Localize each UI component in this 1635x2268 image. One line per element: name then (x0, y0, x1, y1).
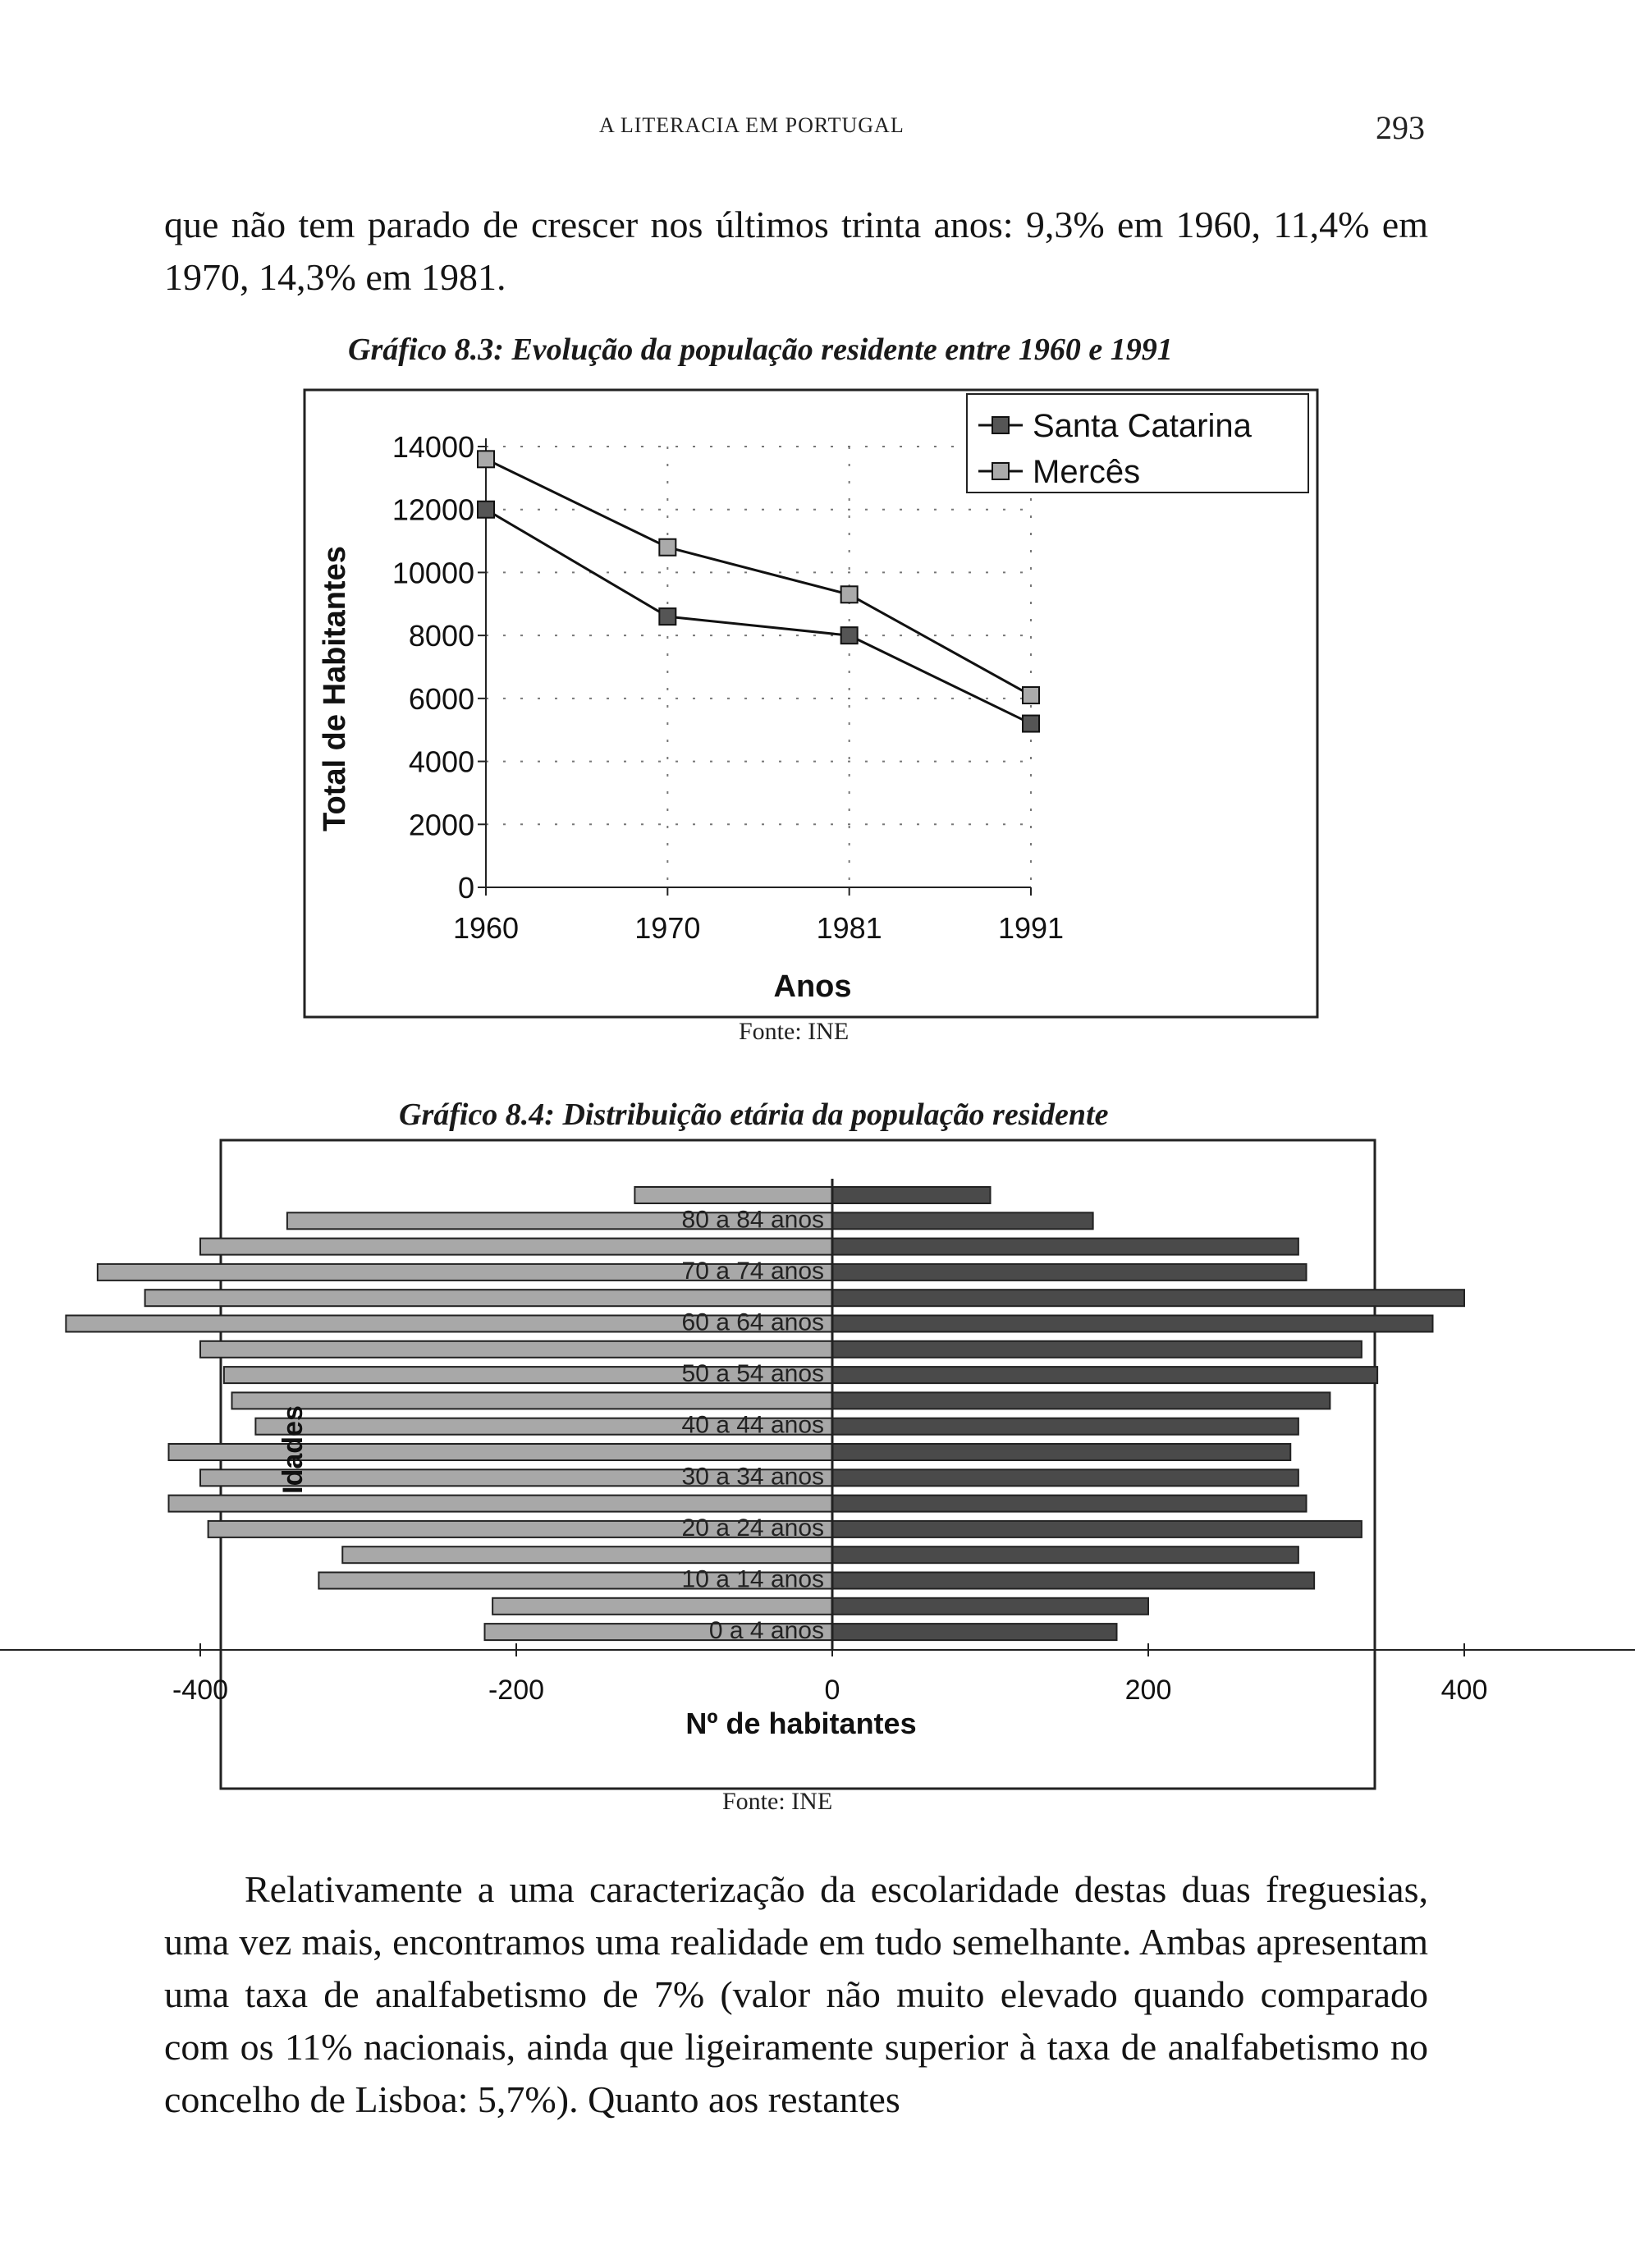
bar-left (342, 1546, 832, 1563)
data-point (841, 627, 858, 644)
bar-left (145, 1290, 832, 1306)
x-tick-label: 1981 (816, 911, 882, 945)
bar-right (832, 1573, 1314, 1589)
bar-right (832, 1187, 991, 1203)
bar-right (832, 1264, 1307, 1281)
legend-marker (992, 417, 1009, 433)
bar-right (832, 1444, 1290, 1460)
bar-right (832, 1341, 1362, 1358)
bar-right (832, 1624, 1117, 1640)
bar-right (832, 1316, 1433, 1332)
bar-left (232, 1392, 833, 1409)
bar-right (832, 1290, 1464, 1306)
figure-8-3-source: Fonte: INE (739, 1018, 850, 1045)
category-label: 40 a 44 anos (681, 1411, 824, 1439)
x-tick-label: 400 (1440, 1675, 1488, 1706)
y-axis-label: Idades (277, 1405, 309, 1494)
data-point (1023, 716, 1039, 732)
x-tick-label: 0 (824, 1675, 840, 1706)
data-point (1023, 687, 1039, 703)
data-point (841, 586, 858, 603)
y-tick-label: 8000 (408, 619, 474, 653)
page-number: 293 (1376, 109, 1425, 146)
y-tick-label: 0 (457, 871, 474, 905)
x-tick-label: -400 (172, 1675, 229, 1706)
y-tick-label: 6000 (408, 681, 474, 716)
category-label: 80 a 84 anos (681, 1206, 824, 1234)
legend (967, 394, 1308, 493)
population-evolution-chart (304, 389, 1318, 1018)
bar-right (832, 1418, 1298, 1435)
figure-8-4-caption: Gráfico 8.4: Distribuição etária da população residente (399, 1097, 1109, 1132)
y-tick-label: 12000 (392, 493, 474, 527)
x-tick-label: 1960 (452, 911, 520, 945)
bar-left (492, 1598, 832, 1615)
category-label: 50 a 54 anos (681, 1360, 824, 1388)
bar-left (200, 1239, 832, 1255)
bar-right (832, 1469, 1298, 1486)
category-label: 60 a 64 anos (681, 1308, 824, 1336)
bar-left (200, 1341, 832, 1358)
x-tick-label: 1970 (634, 911, 701, 945)
data-point (478, 502, 494, 518)
category-label: 10 a 14 anos (681, 1565, 824, 1593)
data-point (659, 608, 676, 625)
category-label: 30 a 34 anos (681, 1463, 824, 1491)
x-axis-label: Anos (773, 969, 852, 1004)
y-axis-label: Total de Habitantes (318, 546, 352, 832)
running-head: A LITERACIA EM PORTUGAL (599, 113, 905, 137)
legend-label: Santa Catarina (1033, 408, 1252, 444)
legend-marker (992, 463, 1009, 479)
bar-left (169, 1496, 833, 1512)
category-label: 20 a 24 anos (681, 1514, 824, 1542)
age-distribution-chart (172, 1139, 1488, 1789)
data-point (659, 539, 676, 556)
y-tick-label: 4000 (408, 745, 474, 779)
category-labels (682, 1206, 824, 1644)
x-tick-label: -200 (488, 1675, 545, 1706)
bar-left (169, 1444, 833, 1460)
x-axis-label: Nº de habitantes (685, 1707, 917, 1740)
y-tick-label: 14000 (392, 430, 474, 464)
x-tick-label: 1991 (997, 911, 1065, 945)
legend-label: Mercês (1033, 454, 1141, 490)
y-tick-label: 10000 (392, 556, 474, 590)
bar-right (832, 1598, 1148, 1615)
category-label: 0 a 4 anos (708, 1617, 824, 1645)
bar-right (832, 1546, 1298, 1563)
bar-right (832, 1239, 1298, 1255)
bar-right (832, 1496, 1307, 1512)
y-tick-label: 2000 (408, 808, 474, 842)
category-label: 70 a 74 anos (681, 1257, 824, 1285)
bar-left (634, 1187, 832, 1203)
bar-right (832, 1367, 1377, 1383)
figure-8-3-caption: Gráfico 8.3: Evolução da população residente entre 1960 e 1991 (348, 332, 1173, 367)
body-paragraph: Relativamente a uma caracterização da escolaridade destas duas freguesias, uma vez mais, encontramos uma realidade em tudo semelhante. Ambas apresentam uma taxa de analfabetismo de 7% (valor não muito elevado quando comparado com os 11% nacionais, ainda que ligeiramente superior à taxa de analfabetismo no concelho de Lisboa: 5,7%). Quanto aos restantes (164, 1868, 1428, 2120)
bar-right (832, 1212, 1093, 1229)
figure-8-4-source: Fonte: INE (722, 1788, 833, 1815)
data-point (478, 451, 494, 467)
bar-right (832, 1521, 1362, 1537)
bar-right (832, 1392, 1330, 1409)
intro-paragraph: que não tem parado de crescer nos últimos trinta anos: 9,3% em 1960, 11,4% em 1970, 14,3% em 1981. (164, 204, 1428, 298)
x-tick-label: 200 (1124, 1675, 1172, 1706)
